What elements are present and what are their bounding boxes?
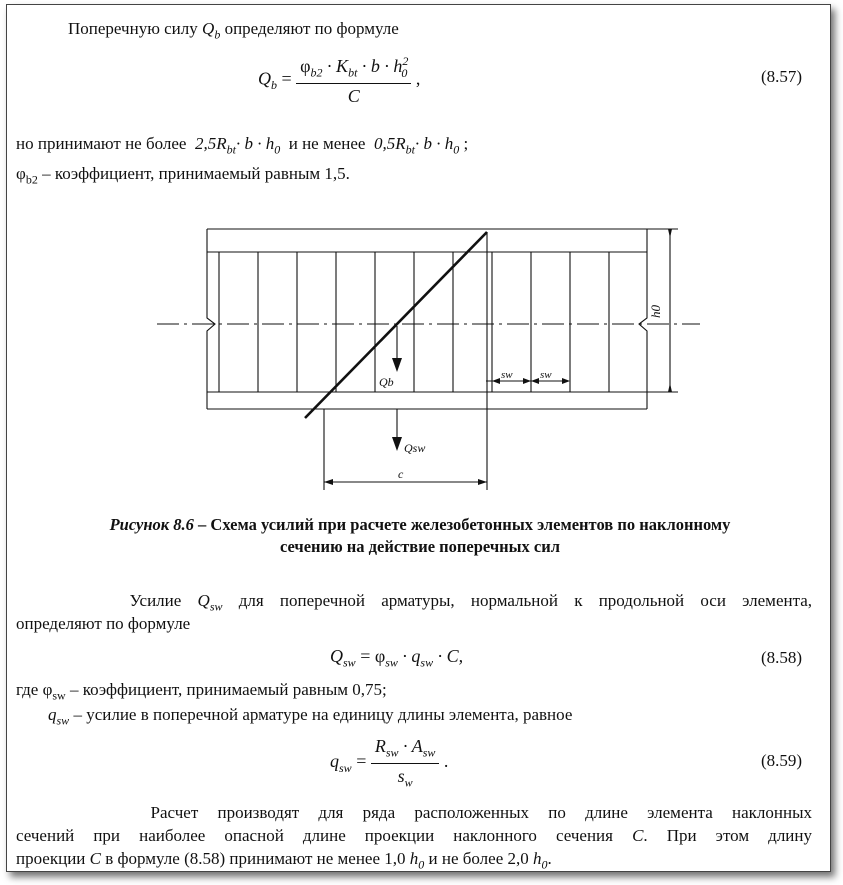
inclined-section-line [305, 232, 487, 418]
equation-number-8-58: (8.58) [761, 648, 803, 667]
h0-tick [668, 229, 672, 238]
para-qsw-line2: определяют по формуле [16, 614, 191, 633]
label-qb: Qb [379, 375, 394, 389]
fraction: $\frac{\varphi_{b2} \cdot K_{bt} \cdot b \cdot h^2_0}{C}$ [296, 54, 411, 107]
para-calc-line1: Расчет производят для ряда расположенных по длине элемента наклонных [150, 803, 812, 822]
equation-8-59: $q_{sw}$ = $\frac{R_{sw} \cdot A_{sw}}{s_w}$ . [330, 736, 449, 790]
limits-line: но принимают не более $2,5R_{bt}\cdot b \cdot h_0$ и не менее $0,5R_{bt}\cdot b \cdot h_0$ ; [16, 134, 469, 157]
intro-line: Поперечную силу $Q_b$ определяют по формуле [68, 19, 399, 42]
right-break-line [639, 229, 647, 409]
equation-number-8-57: (8.57) [761, 67, 803, 86]
figure-caption: Рисунок 8.6 – Схема усилий при расчете железобетонных элементов по наклонному сечению на действие поперечных сил [109, 515, 731, 556]
equation-number-8-59: (8.59) [761, 751, 803, 770]
phi-b2-definition: $\varphi_{b2}$ – коэффициент, принимаемый равным 1,5. [16, 164, 350, 187]
sw-arrowhead [523, 378, 531, 384]
label-sw-1: sw [501, 369, 513, 381]
c-arrowhead [324, 479, 333, 485]
para-calc-line2: сечений при наиболее опасной длине проекции наклонного сечения C. При этом длину [16, 826, 813, 845]
sw-arrowhead [492, 378, 500, 384]
left-break-line [207, 229, 215, 409]
label-qsw: Qsw [404, 441, 426, 455]
equation-8-58: $Q_{sw} = \varphi_{sw} \cdot q_{sw} \cdot C$, [330, 646, 464, 670]
q-sw-definition: $q_{sw}$ – усилие в поперечной арматуре на единицу длины элемента, равное [48, 705, 573, 728]
c-arrowhead [478, 479, 487, 485]
label-c: c [398, 467, 404, 481]
sw-arrowhead [531, 378, 539, 384]
fraction: $\frac{R_{sw} \cdot A_{sw}}{s_w}$ [371, 736, 440, 790]
para-qsw-line1: Усилие $Q_{sw}$ для поперечной арматуры, нормальной к продольной оси элемента, [129, 591, 813, 614]
para-calc-line3: проекции C в формуле (8.58) принимают не менее 1,0 $h_0$ и не более 2,0 $h_0$. [16, 849, 552, 872]
label-sw-2: sw [540, 369, 552, 381]
label-h0: h0 [648, 305, 663, 318]
h0-tick [668, 383, 672, 392]
qb-arrow-head [392, 358, 402, 372]
equation-8-57: $Q_b$ = $\frac{\varphi_{b2} \cdot K_{bt} \cdot b \cdot h^2_0}{C}$ , [258, 54, 421, 106]
sw-arrowhead [562, 378, 570, 384]
phi-sw-definition: где $\varphi_{sw}$ – коэффициент, принимаемый равным 0,75; [16, 680, 387, 703]
qsw-arrow-head [392, 437, 402, 451]
